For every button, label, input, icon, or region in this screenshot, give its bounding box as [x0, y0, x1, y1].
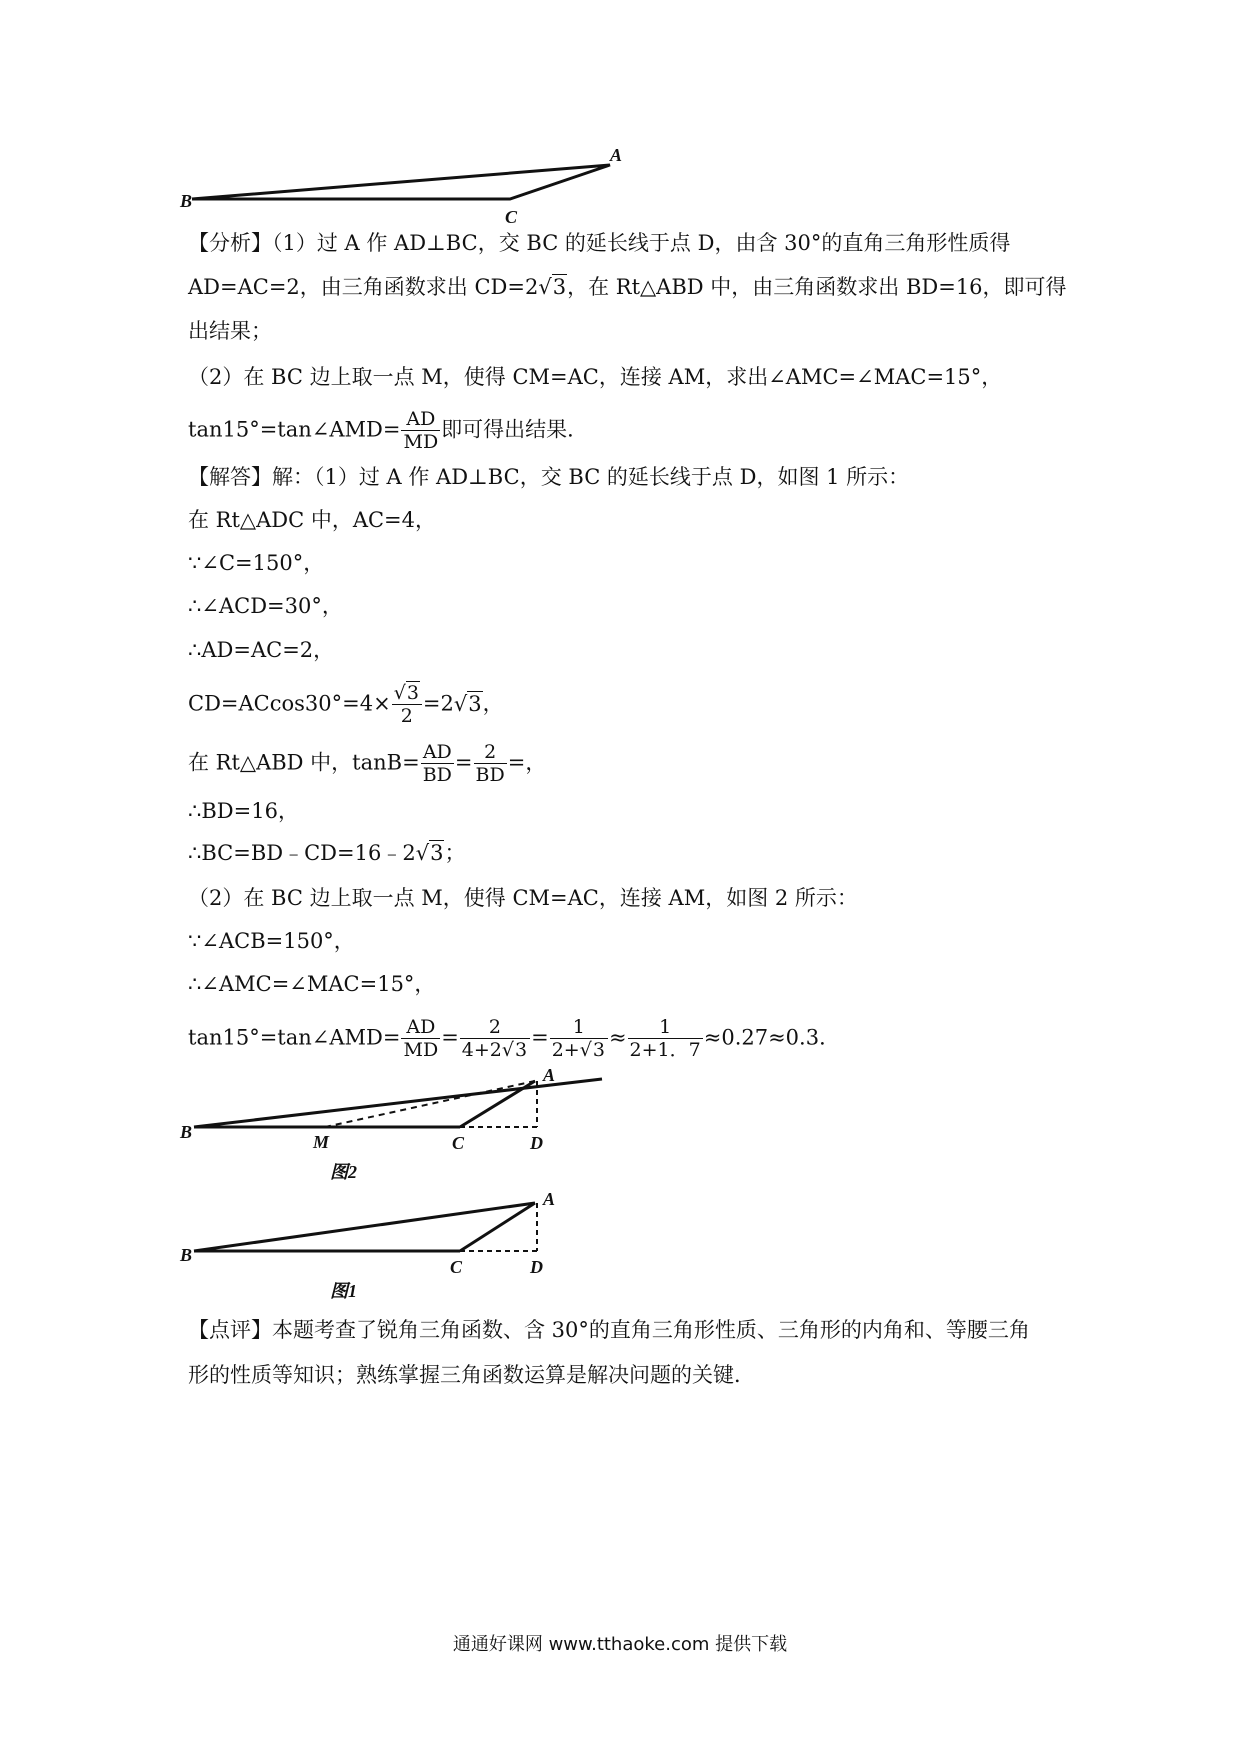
label-b: B — [180, 1245, 193, 1265]
solution-line-6: CD=ACcos30°=4× $\frac{√3}{2}$ =2√3， — [188, 682, 504, 727]
solution-line-13: tan15°=tan∠AMD= $\frac{AD}{MD}$ = $\frac{2}{4+2√3}$ = $\frac{1}{2+√3}$ ≈ $\frac{1}{2+1.7}$ ≈0.27≈0.3． — [188, 1016, 841, 1061]
footer-text: 通通好课网 www.tthaoke.com 提供下载 — [452, 1634, 788, 1655]
solution-line-1: 【解答】解：（1）过 A 作 AD⊥BC，交 BC 的延长线于点 D，如图 1 所示： — [188, 465, 910, 489]
figure-caption: 图1 — [330, 1281, 357, 1301]
label-a: A — [543, 1065, 556, 1085]
triangle-figure-top — [180, 145, 623, 235]
label-b: B — [180, 1122, 193, 1142]
triangle-figure-2 — [180, 1065, 640, 1185]
comment-line-2: 形的性质等知识；熟练掌握三角函数运算是解决问题的关键． — [188, 1363, 755, 1387]
solution-line-11: ∵∠ACB=150°， — [188, 929, 355, 953]
analysis-line-2: AD=AC=2，由三角函数求出 CD=2√3，在 Rt△ABD 中，由三角函数求出 BD=16，即可得 — [188, 272, 1067, 302]
label-b: B — [180, 191, 193, 211]
fraction: $\frac{2}{BD}$ — [475, 741, 505, 786]
solution-line-12: ∴∠AMC=∠MAC=15°， — [188, 972, 436, 996]
fraction: $\frac{2}{4+2√3}$ — [460, 1018, 530, 1060]
sqrt: √3 — [538, 275, 567, 299]
fraction: $\frac{AD}{BD}$ — [422, 741, 452, 786]
fraction: $\frac{1}{2+√3}$ — [550, 1018, 608, 1060]
fraction: $\frac{AD}{MD}$ — [403, 408, 439, 453]
analysis-line-3: 出结果； — [188, 319, 272, 343]
label-a: A — [543, 1189, 556, 1209]
sqrt: √3 — [453, 691, 482, 716]
figure-caption: 图2 — [330, 1162, 357, 1182]
label-c: C — [505, 207, 518, 227]
label-a: A — [610, 145, 623, 165]
analysis-line-1: 【分析】（1）过 A 作 AD⊥BC，交 BC 的延长线于点 D，由含 30°的直角三角形性质得 — [188, 231, 1011, 255]
analysis-line-4: （2）在 BC 边上取一点 M，使得 CM=AC，连接 AM，求出∠AMC=∠MAC=15°， — [188, 365, 1003, 389]
triangle-figure-1 — [180, 1185, 640, 1305]
fraction: $\frac{1}{2+1.7}$ — [629, 1016, 701, 1061]
solution-line-7: 在 Rt△ABD 中，tanB= $\frac{AD}{BD}$ = $\frac{2}{BD}$ =， — [188, 741, 547, 786]
label-c: C — [452, 1133, 465, 1153]
solution-line-2: 在 Rt△ADC 中，AC=4， — [188, 508, 437, 532]
solution-line-10: （2）在 BC 边上取一点 M，使得 CM=AC，连接 AM，如图 2 所示： — [188, 886, 858, 910]
label-d: D — [530, 1257, 543, 1277]
fraction: $\frac{√3}{2}$ — [392, 684, 422, 726]
solution-line-9: ∴BC=BD﹣CD=16﹣2√3； — [188, 838, 465, 868]
solution-line-3: ∵∠C=150°， — [188, 551, 325, 575]
sqrt: √3 — [415, 841, 444, 865]
solution-line-8: ∴BD=16， — [188, 799, 299, 823]
solution-line-5: ∴AD=AC=2， — [188, 638, 335, 662]
fraction: $\frac{AD}{MD}$ — [403, 1016, 439, 1061]
solution-line-4: ∴∠ACD=30°， — [188, 594, 343, 618]
label-d: D — [530, 1133, 543, 1153]
label-c: C — [450, 1257, 463, 1277]
comment-line-1: 【点评】本题考查了锐角三角函数、含 30°的直角三角形性质、三角形的内角和、等腰三角 — [188, 1318, 1030, 1342]
analysis-line-5: tan15°=tan∠AMD= $\frac{AD}{MD}$ 即可得出结果． — [188, 408, 589, 453]
label-m: M — [313, 1132, 330, 1152]
